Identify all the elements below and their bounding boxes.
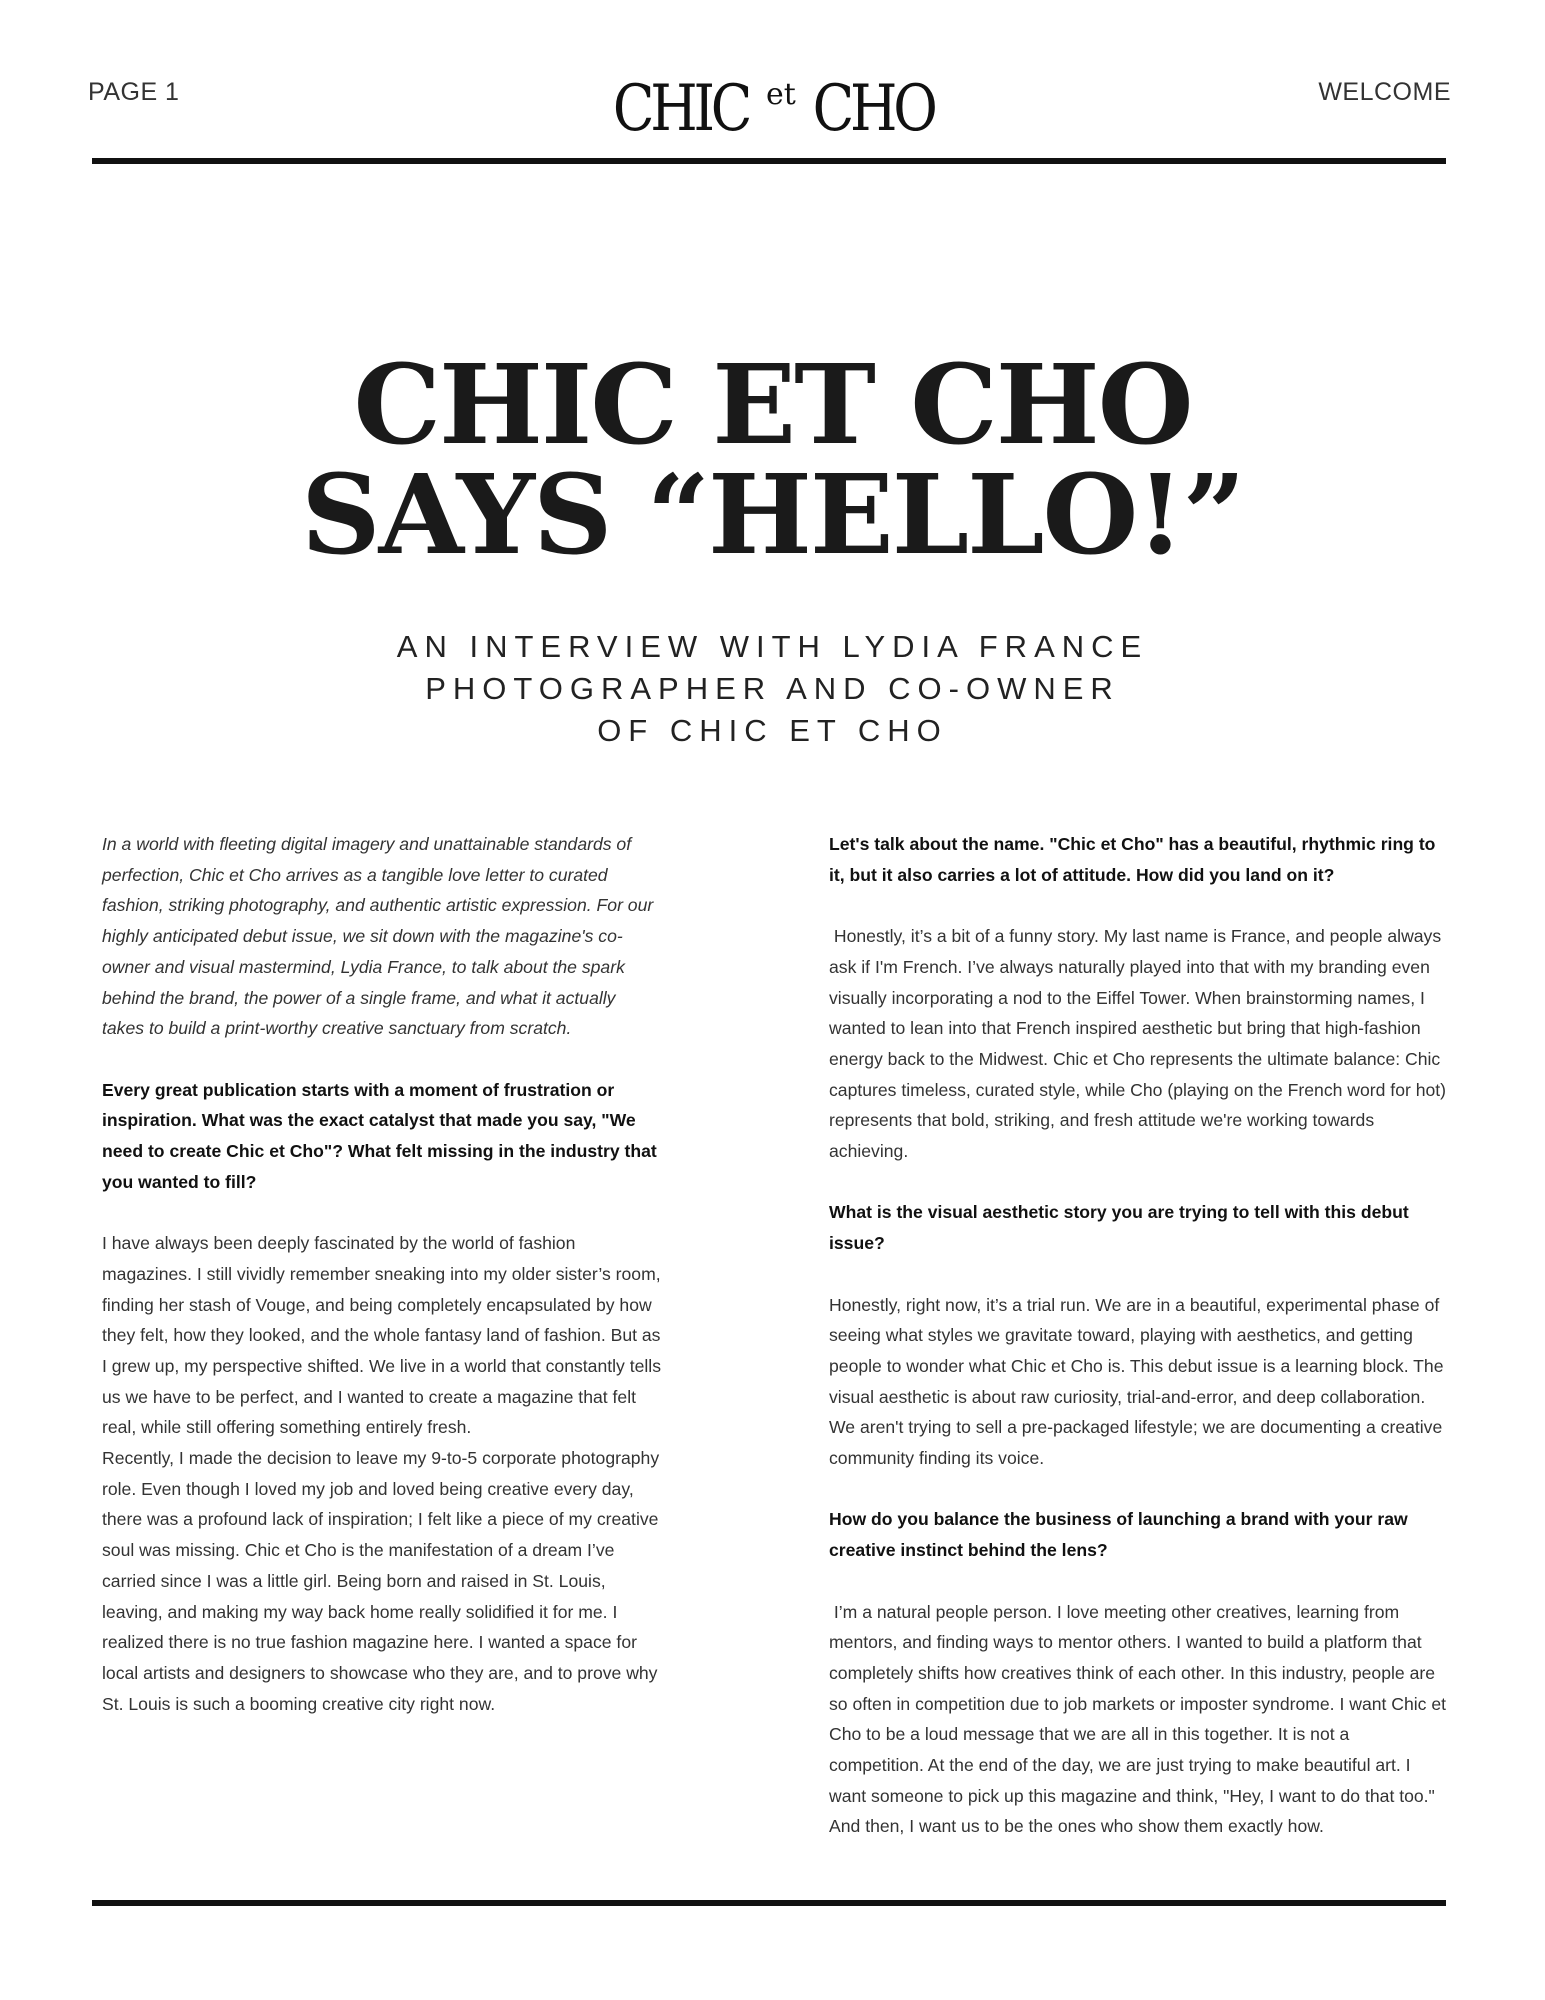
page-number-label: PAGE 1 — [88, 78, 180, 106]
interview-question: How do you balance the business of launching a brand with your raw creative instinct behind the lens? — [829, 1509, 1408, 1561]
title-line-1: CHIC ET CHO — [353, 340, 1192, 469]
brand-logo — [0, 72, 1545, 146]
interview-answer: Honestly, it’s a bit of a funny story. My last name is France, and people always ask if I'm French. I’ve always naturally played into that with my branding even visually incorporating a nod to the Eiffel Tower. When brainstorming names, I wanted to lean into that French inspired aesthetic but bring that high-fashion energy back to the Midwest. Chic et Cho represents the ultimate balance: Chic captures timeless, curated style, while Cho (playing on the French word for hot) represents that bold, striking, and fresh attitude we're working towards achieving. — [829, 926, 1447, 1162]
article-subtitle — [0, 626, 1545, 752]
subtitle-line-2: PHOTOGRAPHER AND CO-OWNER — [425, 671, 1120, 706]
subtitle-line-3: OF CHIC ET CHO — [597, 713, 948, 748]
interview-question: Let's talk about the name. "Chic et Cho" has a beautiful, rhythmic ring to it, but it also carries a lot of attitude. How did you land on it? — [829, 834, 1436, 885]
interview-answer: I’m a natural people person. I love meeting other creatives, learning from mentors, and finding ways to mentor others. I wanted to build a platform that completely shifts how creatives think of each other. In this industry, people are so often in competition due to job markets or imposter syndrome. I want Chic et Cho to be a loud message that we are all in this together. It is not a competition. At the end of the day, we are just trying to make beautiful art. I want someone to pick up this magazine and think, "Hey, I want to do that too." And then, I want us to be the ones who show them exactly how. — [829, 1601, 1447, 1837]
header-divider — [92, 158, 1446, 164]
interview-answer: I have always been deeply fascinated by the world of fashion magazines. I still vividly remember sneaking into my older sister’s room, finding her stash of Vouge, and being completely encapsulated by how they felt, how they looked, and the whole fantasy land of fashion. But as I grew up, my perspective shifted. We live in a world that constantly tells us we have to be perfect, and I wanted to create a magazine that felt real, while still offering something entirely fresh. — [102, 1233, 662, 1438]
interview-answer: Recently, I made the decision to leave my 9-to-5 corporate photography role. Even though I loved my job and loved being creative every day, there was a profound lack of inspiration; I felt like a piece of my creative soul was missing. Chic et Cho is the manifestation of a dream I’ve carried since I was a little girl. Being born and raised in St. Louis, leaving, and making my way back home really solidified it for me. I realized there is no true fashion magazine here. I wanted a space for local artists and designers to showcase who they are, and to prove why St. Louis is such a booming creative city right now. — [102, 1448, 660, 1714]
logo-word-cho: CHO — [812, 72, 934, 146]
intro-paragraph: In a world with fleeting digital imagery and unattainable standards of perfection, Chic et Cho arrives as a tangible love letter to curated fashion, striking photography, and authentic artistic expression. For our highly anticipated debut issue, we sit down with the magazine's co-owner and visual mastermind, Lydia France, to talk about the spark behind the brand, the power of a single frame, and what it actually takes to build a print-worthy creative sanctuary from scratch. — [102, 834, 654, 1039]
logo-word-et: et — [765, 77, 796, 112]
interview-answer: Honestly, right now, it’s a trial run. We are in a beautiful, experimental phase of seeing what styles we gravitate toward, playing with aesthetics, and getting people to wonder what Chic et Cho is. This debut issue is a learning block. The visual aesthetic is about raw curiosity, trial-and-error, and deep collaboration. We aren't trying to sell a pre-packaged lifestyle; we are documenting a creative community finding its voice. — [829, 1294, 1444, 1469]
interview-question: What is the visual aesthetic story you are trying to tell with this debut issue? — [829, 1202, 1409, 1254]
title-line-2: SAYS “HELLO!” — [301, 450, 1244, 579]
logo-word-chic: CHIC — [612, 72, 749, 146]
subtitle-line-1: AN INTERVIEW WITH LYDIA FRANCE — [396, 629, 1149, 664]
section-label: WELCOME — [1318, 78, 1451, 106]
footer-divider — [92, 1900, 1446, 1906]
article-title — [0, 340, 1545, 579]
left-column — [102, 829, 662, 1719]
interview-question: Every great publication starts with a moment of frustration or inspiration. What was the exact catalyst that made you say, "We need to create Chic et Cho"? What felt missing in the industry that you wanted to fill? — [102, 1079, 657, 1192]
right-column — [829, 829, 1449, 1842]
